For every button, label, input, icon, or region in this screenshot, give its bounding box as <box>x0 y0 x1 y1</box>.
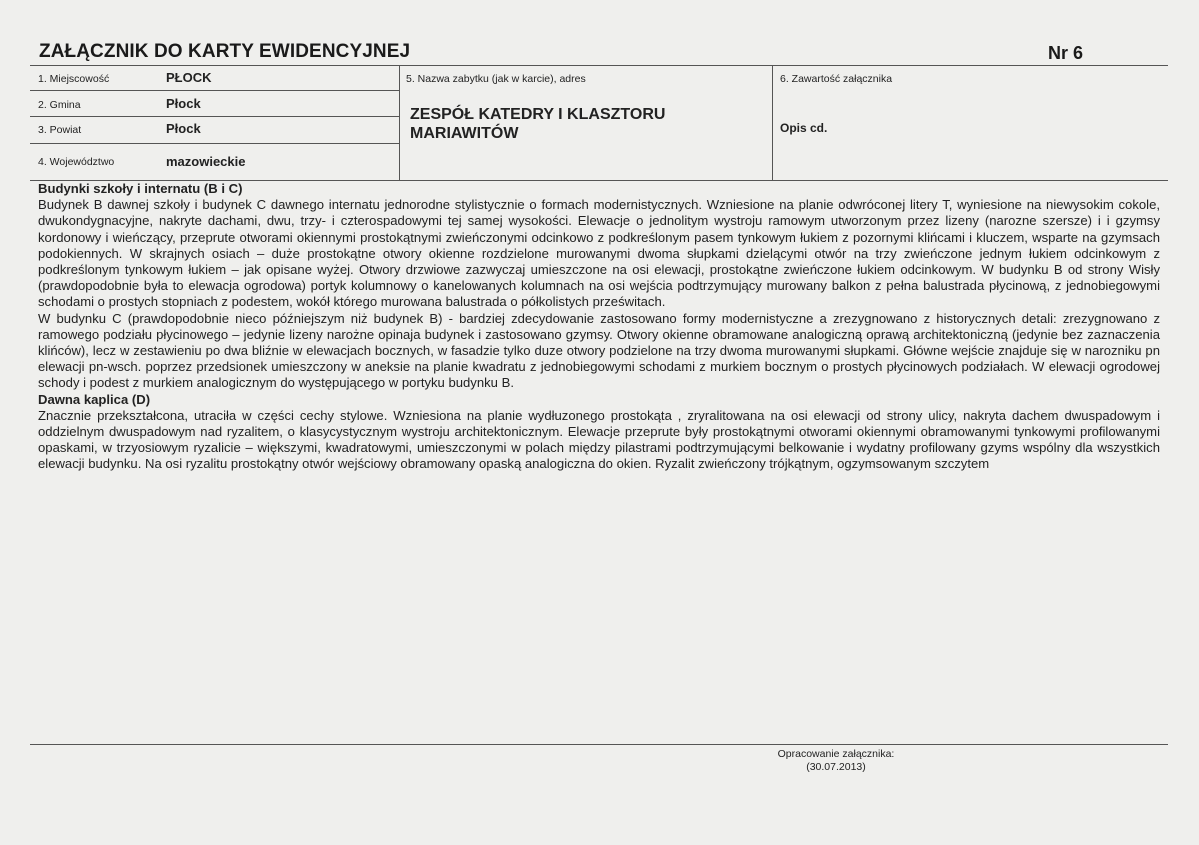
field-value-miejscowosc: PŁOCK <box>166 70 212 85</box>
section-heading-schools: Budynki szkoły i internatu (B i C) <box>38 181 243 196</box>
field-label-miejscowosc: 1. Miejscowość <box>38 73 110 85</box>
field-label-powiat: 3. Powiat <box>38 124 82 136</box>
paragraph-building-c: W budynku C (prawdopodobnie nieco późniejszym niż budynek B) - bardziej zdecydowanie zastosowano formy modernistyczne a zrezygnowano z historycznych detali: zrezygnowano z ramowego podziału płycinowego – jedynie lizeny narożne opinaja budynek i zastosowano gzymsy. Otwory okienne obramowane analogiczną oprawą architektoniczną (jedynie bez zaznaczenia klińców), lecz w zestawieniu po dwa bliźnie w elewacjach bocznych, w fasadzie tylko duze otwory podzielone na trzy dwoma murowanymi słupkami. Główne wejście znajduje się w narozniku pn elewacji pn-wsch. poprzez przedsionek umieszczony w aneksie na planie kwadratu z jednobiegowymi schodami z murkiem bocznym o prostych płycinowych podziałach. W elewacji ogrodowej schody i podest z murkiem analogicznym do występującego w portyku budynku B. <box>38 310 1160 391</box>
paragraph-chapel: Znacznie przekształcona, utraciła w części cechy stylowe. Wzniesiona na planie wydłuzonego prostokąta , zryralitowana na osi elewacji od strony ulicy, nakryta dachem dwuspadowym i oddzielnym dwuspadowym nad ryzalitem, o klasycystycznym wystroju architektonicznym. Elewacje przeprute były prostokątnymi otworami okiennymi obramowanymi tynkowymi profilowanymi opaskami, w trzyosiowym ryzalicie – większymi, kwadratowymi, umieszczonymi w polach między pilastrami podtrzymującymi belkowanie i wydatny profilowany gzyms wspólny dla wszystkich elewacji budynku. Na osi ryzalitu prostokątny otwór wejściowy obramowany opaską analogiczna do okien. Ryzalit zwieńczony trójkątnym, ogzymsowanym szczytem <box>38 407 1160 472</box>
attachment-number: Nr 6 <box>1048 43 1084 63</box>
paragraph-building-b: Budynek B dawnej szkoły i budynek C dawnego internatu jednorodne stylistycznie o formach modernistycznych. Wzniesione na planie odwróconej litery T, wyniesione na niewysokim cokole, dwukondygnacyjne, nakryte dachami, dwu, trzy- i czterospadowymi tej samej wysokości. Elewacje o jednolitym wystroju ramowym utworzonym przez lizeny (narozne szersze) i i gzymsy kordonowy i wieńczący, przeprute otworami okiennymi prostokątnymi zwieńczonymi odcinkowo z podkreślonym pasem tynkowym łukiem z pozornymi klińcami i kluczem, wsparte na gzymsach podokiennych. W skrajnych osiach – duże prostokątne otwory okienne rozdzielone murowanymi dwoma słupkami dzielącymi otwór na trzy zwieńczone jednym łukiem odcinkowym z podkreślonym tynkowym łukiem – jak opisane wyżej. Otwory drzwiowe zazwyczaj umieszczone na osi elewacji, prostokątne zwieńczone łukiem odcinkowym. W budynku B od strony Wisły (prawdopodobnie była to elewacja ogrodowa) portyk kolumnowy o kanelowanych kolumnach na osi wejścia podtrzymujący murowany balkon z pełna balustrada płycinową, z jednobiegowymi schodami o prostych stopniach z podestem, wokół którego murowana balustrada o półkolistych prześwitach. <box>38 197 1160 310</box>
table-row-divider <box>30 90 399 91</box>
field-label-nazwa: 5. Nazwa zabytku (jak w karcie), adres <box>406 73 586 85</box>
prepared-by-note <box>736 748 936 774</box>
table-row-divider <box>30 116 399 117</box>
prepared-by-label: Opracowanie załącznika: <box>777 748 895 760</box>
table-column-divider <box>399 65 400 181</box>
field-label-gmina: 2. Gmina <box>38 99 81 111</box>
field-label-zawartosc: 6. Zawartość załącznika <box>780 73 893 85</box>
footer-divider <box>30 744 1168 745</box>
field-value-powiat: Płock <box>166 121 201 136</box>
table-top-border <box>30 65 1168 66</box>
description-body <box>38 181 1160 473</box>
field-value-gmina: Płock <box>166 96 201 111</box>
monument-name: ZESPÓŁ KATEDRY I KLASZTORU MARIAWITÓW <box>410 106 666 142</box>
table-row-divider <box>30 143 399 144</box>
document-title: ZAŁĄCZNIK DO KARTY EWIDENCYJNEJ <box>39 41 411 62</box>
field-value-zawartosc: Opis cd. <box>780 121 828 135</box>
table-column-divider <box>772 65 773 181</box>
prepared-date: (30.07.2013) <box>806 761 866 773</box>
field-value-wojewodztwo: mazowieckie <box>166 154 246 169</box>
field-label-wojewodztwo: 4. Województwo <box>38 156 115 168</box>
section-heading-chapel: Dawna kaplica (D) <box>38 391 151 407</box>
